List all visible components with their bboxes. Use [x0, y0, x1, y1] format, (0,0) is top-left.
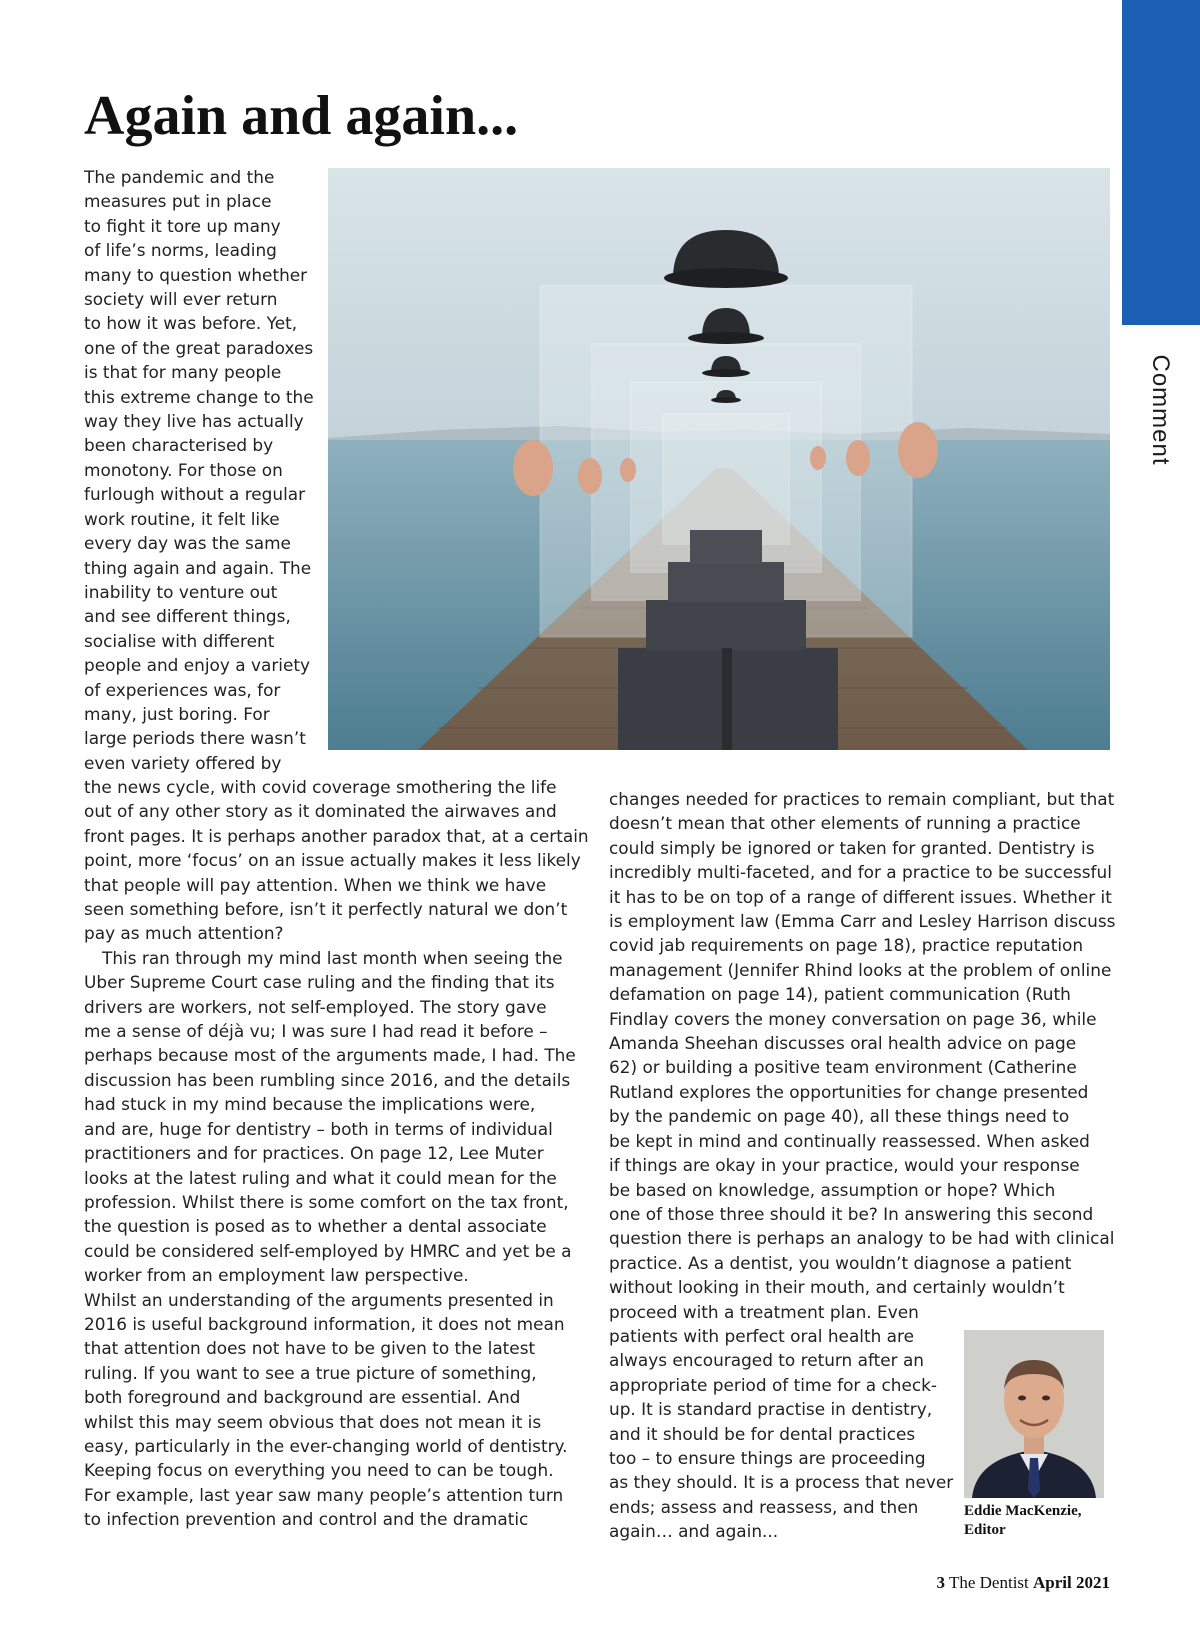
page-number: 3 [936, 1573, 946, 1592]
text-line: defamation on page 14), patient communication (Ruth [609, 984, 1071, 1005]
text-line: the question is posed as to whether a dental associate [84, 1216, 547, 1237]
text-line: Whilst an understanding of the arguments presented in [84, 1289, 554, 1310]
column-1-text [84, 775, 589, 1532]
text-line: be based on knowledge, assumption or hope? Which [609, 1179, 1056, 1200]
text-line: seen something before, isn’t it perfectly natural we don’t [84, 899, 568, 920]
column-2-wrap-text [609, 1324, 953, 1544]
caption-role: Editor [964, 1522, 1006, 1538]
text-line: measures put in place [84, 191, 272, 212]
text-line: too – to ensure things are proceeding [609, 1448, 926, 1469]
text-line: of experiences was, for [84, 679, 281, 700]
text-line: been characterised by [84, 435, 274, 456]
text-line: The pandemic and the [84, 167, 275, 187]
text-line: looks at the latest ruling and what it could mean for the [84, 1167, 557, 1188]
text-line: Findlay covers the money conversation on page 36, while [609, 1008, 1097, 1029]
text-line: thing again and again. The [84, 557, 312, 578]
text-line: many to question whether [84, 264, 308, 285]
page-footer [937, 1573, 1110, 1593]
text-line: practice. As a dentist, you wouldn’t diagnose a patient [609, 1252, 1072, 1273]
text-line: me a sense of déjà vu; I was sure I had read it before – [84, 1021, 548, 1042]
feature-illustration [328, 168, 1110, 750]
text-line: easy, particularly in the ever-changing world of dentistry. [84, 1435, 568, 1456]
text-line: For example, last year saw many people’s attention turn [84, 1484, 564, 1505]
text-line: could simply be ignored or taken for granted. Dentistry is [609, 837, 1095, 858]
text-line: that people will pay attention. When we think we have [84, 874, 547, 895]
article-title: Again and again... [84, 85, 519, 147]
text-line: changes needed for practices to remain compliant, but that [609, 789, 1115, 809]
section-label: Comment [1147, 354, 1174, 466]
text-line: work routine, it felt like [84, 508, 280, 529]
text-line: front pages. It is perhaps another paradox that, at a certain [84, 825, 589, 846]
text-line: Rutland explores the opportunities for change presented [609, 1081, 1089, 1102]
text-line: profession. Whilst there is some comfort on the tax front, [84, 1191, 569, 1212]
text-line: of life’s norms, leading [84, 240, 277, 261]
text-line: pay as much attention? [84, 923, 284, 944]
issue-date: April 2021 [1033, 1573, 1110, 1592]
text-line: the news cycle, with covid coverage smothering the life [84, 777, 557, 797]
text-line: again… and again... [609, 1521, 779, 1542]
text-line: and are, huge for dentistry – both in terms of individual [84, 1118, 553, 1139]
text-line: large periods there wasn’t [84, 728, 306, 749]
column-2-text [609, 787, 1115, 1324]
text-line: one of those three should it be? In answering this second [609, 1203, 1094, 1224]
text-line: doesn’t mean that other elements of running a practice [609, 813, 1081, 834]
text-line: this extreme change to the [84, 386, 314, 407]
text-line: and it should be for dental practices [609, 1423, 916, 1444]
text-line: discussion has been rumbling since 2016, and the details [84, 1069, 571, 1090]
text-line: it has to be on top of a range of different issues. Whether it [609, 886, 1112, 907]
text-line: people and enjoy a variety [84, 655, 310, 676]
text-line: by the pandemic on page 40), all these things need to [609, 1106, 1070, 1127]
text-line: Keeping focus on everything you need to can be tough. [84, 1460, 554, 1481]
text-line: management (Jennifer Rhind looks at the problem of online [609, 959, 1112, 980]
text-line: point, more ‘focus’ on an issue actually makes it less likely [84, 850, 581, 871]
text-line: worker from an employment law perspective. [84, 1265, 469, 1286]
text-line: monotony. For those on [84, 459, 283, 480]
text-line: if things are okay in your practice, would your response [609, 1155, 1080, 1176]
text-line: is that for many people [84, 362, 282, 383]
text-line: and see different things, [84, 606, 291, 627]
text-line: be kept in mind and continually reassessed. When asked [609, 1130, 1090, 1151]
text-line: as they should. It is a process that never [609, 1472, 954, 1493]
section-color-tab [1122, 0, 1200, 325]
text-line: even variety offered by [84, 752, 282, 773]
text-line: drivers are workers, not self-employed. The story gave [84, 996, 547, 1017]
text-line: to infection prevention and control and the dramatic [84, 1509, 529, 1530]
text-line: out of any other story as it dominated the airwaves and [84, 801, 557, 822]
text-line: many, just boring. For [84, 703, 270, 724]
text-line: both foreground and background are essential. And [84, 1387, 521, 1408]
text-line: This ran through my mind last month when seeing the [102, 947, 563, 968]
text-line: to how it was before. Yet, [84, 313, 298, 334]
column-1-wrap-text [84, 165, 314, 775]
text-line: 2016 is useful background information, it does not mean [84, 1313, 565, 1334]
text-line: inability to venture out [84, 581, 278, 602]
text-line: whilst this may seem obvious that does not mean it is [84, 1411, 542, 1432]
text-line: question there is perhaps an analogy to be had with clinical [609, 1228, 1115, 1249]
text-line: always encouraged to return after an [609, 1350, 925, 1371]
text-line: furlough without a regular [84, 484, 306, 505]
text-line: could be considered self-employed by HMRC and yet be a [84, 1240, 572, 1261]
text-line: patients with perfect oral health are [609, 1326, 914, 1346]
text-line: ruling. If you want to see a true picture of something, [84, 1362, 537, 1383]
portrait-caption [964, 1502, 1081, 1540]
text-line: socialise with different [84, 630, 275, 651]
text-line: to fight it tore up many [84, 215, 281, 236]
text-line: up. It is standard practise in dentistry, [609, 1399, 933, 1420]
text-line: 62) or building a positive team environment (Catherine [609, 1057, 1077, 1078]
text-line: is employment law (Emma Carr and Lesley Harrison discuss [609, 911, 1116, 932]
text-line: Uber Supreme Court case ruling and the finding that its [84, 972, 555, 993]
text-line: covid jab requirements on page 18), practice reputation [609, 935, 1084, 956]
text-line: society will ever return [84, 289, 278, 310]
publication-name: The Dentist [948, 1573, 1029, 1592]
text-line: ends; assess and reassess, and then [609, 1496, 919, 1517]
text-line: proceed with a treatment plan. Even [609, 1301, 919, 1322]
text-line: had stuck in my mind because the implications were, [84, 1094, 536, 1115]
text-line: incredibly multi-faceted, and for a practice to be successful [609, 862, 1112, 883]
caption-name: Eddie MacKenzie, [964, 1503, 1082, 1519]
text-line: one of the great paradoxes [84, 337, 314, 358]
text-line: practitioners and for practices. On page 12, Lee Muter [84, 1143, 544, 1164]
text-line: without looking in their mouth, and certainly wouldn’t [609, 1277, 1065, 1298]
text-line: way they live has actually [84, 411, 304, 432]
text-line: appropriate period of time for a check- [609, 1374, 938, 1395]
text-line: Amanda Sheehan discusses oral health advice on page [609, 1033, 1077, 1054]
text-line: perhaps because most of the arguments made, I had. The [84, 1045, 576, 1066]
editor-portrait [964, 1330, 1104, 1498]
text-line: every day was the same [84, 533, 291, 554]
text-line: that attention does not have to be given to the latest [84, 1338, 536, 1359]
